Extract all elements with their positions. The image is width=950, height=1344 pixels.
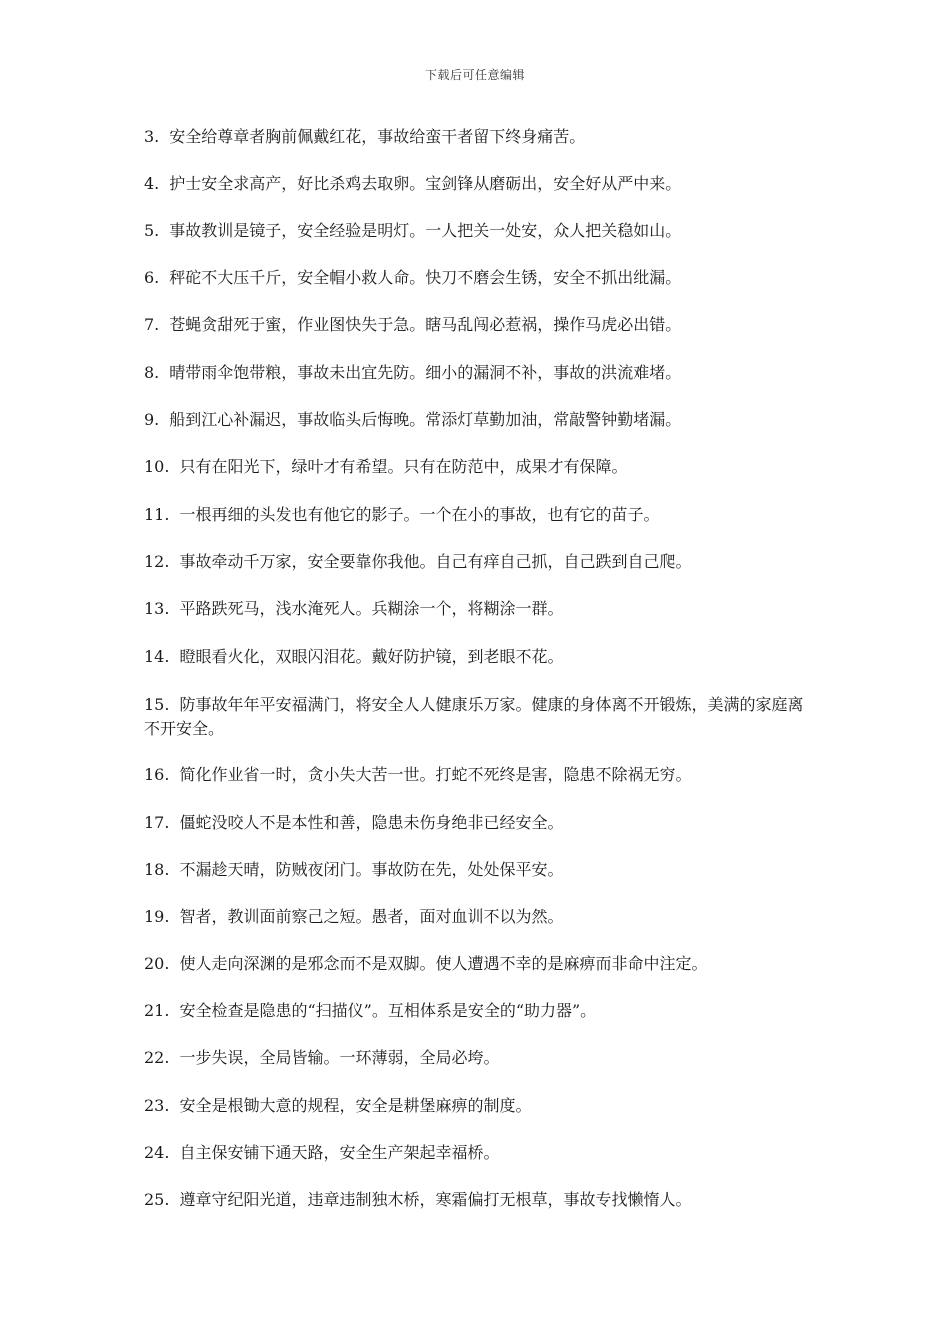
item-number: 24. (144, 1143, 170, 1162)
list-item (144, 764, 814, 786)
item-number: 19. (144, 907, 170, 926)
item-text: 防事故年年平安福满门，将安全人人健康乐万家。健康的身体离不开锻炼，美满的家庭离不开安全。 (144, 695, 804, 738)
list-item (144, 859, 814, 881)
item-number: 7. (144, 315, 160, 334)
item-number: 15. (144, 695, 170, 714)
item-number: 16. (144, 765, 170, 784)
item-number: 13. (144, 599, 170, 618)
list-item (144, 953, 814, 975)
list-item (144, 646, 814, 668)
list-item (144, 126, 814, 148)
list-item (144, 598, 814, 620)
item-text: 僵蛇没咬人不是本性和善，隐患未伤身绝非已经安全。 (179, 813, 564, 832)
item-text: 简化作业省一时，贪小失大苦一世。打蛇不死终是害，隐患不除祸无穷。 (179, 765, 692, 784)
item-text: 使人走向深渊的是邪念而不是双脚。使人遭遇不幸的是麻痹而非命中注定。 (179, 954, 708, 973)
item-text: 遵章守纪阳光道，违章违制独木桥，寒霜偏打无根草，事故专找懒惰人。 (179, 1190, 692, 1209)
list-item (144, 906, 814, 928)
item-number: 4. (144, 174, 160, 193)
item-text: 一步失误，全局皆输。一环薄弱，全局必垮。 (179, 1048, 500, 1067)
item-text: 安全检查是隐患的“扫描仪”。互相体系是安全的“助力器”。 (179, 1001, 597, 1020)
item-text: 智者，教训面前察己之短。愚者，面对血训不以为然。 (179, 907, 564, 926)
item-number: 10. (144, 457, 170, 476)
item-text: 瞪眼看火化，双眼闪泪花。戴好防护镜，到老眼不花。 (179, 647, 564, 666)
item-number: 22. (144, 1048, 170, 1067)
item-text: 安全给尊章者胸前佩戴红花，事故给蛮干者留下终身痛苦。 (169, 127, 586, 146)
item-number: 8. (144, 363, 160, 382)
item-text: 一根再细的头发也有他它的影子。一个在小的事故，也有它的苗子。 (179, 505, 660, 524)
list-item (144, 362, 814, 384)
list-item (144, 267, 814, 289)
item-number: 20. (144, 954, 170, 973)
item-text: 只有在阳光下，绿叶才有希望。只有在防范中，成果才有保障。 (179, 457, 628, 476)
item-text: 平路跌死马，浅水淹死人。兵糊涂一个，将糊涂一群。 (179, 599, 564, 618)
item-number: 11. (144, 505, 170, 524)
list-item (144, 551, 814, 573)
item-number: 14. (144, 647, 170, 666)
item-number: 9. (144, 410, 160, 429)
item-text: 苍蝇贪甜死于蜜，作业图快失于急。瞎马乱闯必惹祸，操作马虎必出错。 (169, 315, 682, 334)
item-number: 18. (144, 860, 170, 879)
list-item (144, 1000, 814, 1022)
item-number: 12. (144, 552, 170, 571)
list-item (144, 1142, 814, 1164)
list-item (144, 504, 814, 526)
list-item (144, 173, 814, 195)
item-text: 事故教训是镜子，安全经验是明灯。一人把关一处安，众人把关稳如山。 (169, 221, 682, 240)
item-number: 3. (144, 127, 160, 146)
list-item (144, 314, 814, 336)
item-number: 21. (144, 1001, 170, 1020)
list-item (144, 1047, 814, 1069)
item-text: 船到江心补漏迟，事故临头后悔晚。常添灯草勤加油，常敲警钟勤堵漏。 (169, 410, 682, 429)
item-text: 自主保安铺下通天路，安全生产架起幸福桥。 (179, 1143, 500, 1162)
list-item (144, 220, 814, 242)
list-item (144, 1189, 814, 1211)
page-header: 下载后可任意编辑 (424, 68, 525, 82)
item-number: 6. (144, 268, 160, 287)
list-item (144, 1095, 814, 1117)
item-text: 事故牵动千万家，安全要靠你我他。自己有痒自己抓，自己跌到自己爬。 (179, 552, 692, 571)
item-number: 23. (144, 1096, 170, 1115)
list-item (144, 812, 814, 834)
list-item (144, 456, 814, 478)
item-text: 晴带雨伞饱带粮，事故未出宜先防。细小的漏洞不补，事故的洪流难堵。 (169, 363, 682, 382)
item-number: 5. (144, 221, 160, 240)
item-text: 秤砣不大压千斤，安全帽小救人命。快刀不磨会生锈，安全不抓出纰漏。 (169, 268, 682, 287)
item-text: 安全是根锄大意的规程，安全是耕堡麻痹的制度。 (179, 1096, 532, 1115)
item-text: 护士安全求高产，好比杀鸡去取卵。宝剑锋从磨砺出，安全好从严中来。 (169, 174, 682, 193)
item-number: 25. (144, 1190, 170, 1209)
list-item (144, 693, 814, 741)
list-item (144, 409, 814, 431)
item-text: 不漏趁天晴，防贼夜闭门。事故防在先，处处保平安。 (179, 860, 564, 879)
item-number: 17. (144, 813, 170, 832)
